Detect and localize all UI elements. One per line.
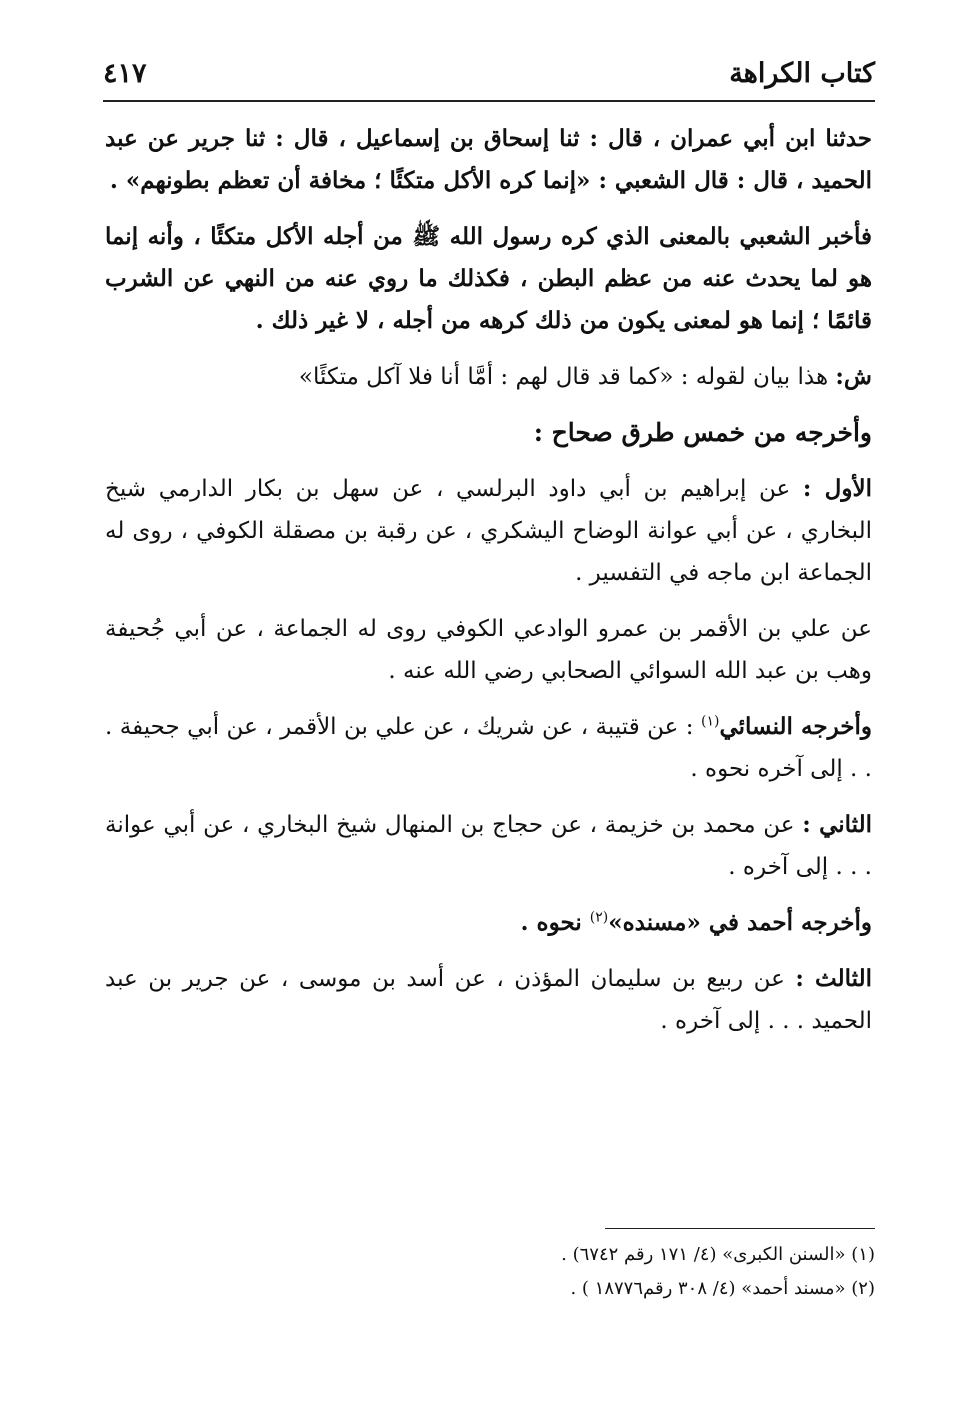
subheading-2: وأخرجه أحمد في «مسنده»$^{(٢)}$ نحوه .	[520, 909, 872, 936]
footnote-2: (٢) «مسند أحمد» (٤/ ٣٠٨ رقم١٨٧٧٦ ) .	[570, 1278, 875, 1299]
page-number: ٤١٧	[103, 58, 147, 89]
paragraph-1: حدثنا ابن أبي عمران ، قال : ثنا إسحاق بن إسماعيل ، قال : ثنا جرير عن عبد الحميد ، قال : قال الشعبي : «إنما كره الأكل متكئًا ؛ مخافة أن تعظم بطونهم» .	[105, 125, 872, 194]
paragraph-5: عن علي بن الأقمر بن عمرو الوادعي الكوفي روى له الجماعة ، عن أبي جُحيفة وهب بن عبد الله السوائي الصحابي رضي الله عنه .	[105, 616, 872, 684]
header-rule	[103, 100, 875, 102]
paragraph-6: وأخرجه النسائي$^{(١)}$ : عن قتيبة ، عن شريك ، عن علي بن الأقمر ، عن أبي جحيفة . . . إلى آخره نحوه .	[105, 713, 872, 782]
page-header	[103, 50, 875, 100]
footnote-1: (١) «السنن الكبرى» (٤/ ١٧١ رقم ٦٧٤٢) .	[561, 1244, 875, 1265]
commentary-marker: ش:	[835, 363, 872, 390]
paragraph-3: ش: هذا بيان لقوله : «كما قد قال لهم : أمَّا أنا فلا آكل متكئًا»	[298, 363, 872, 390]
footnote-ref-1: (١)	[701, 713, 720, 730]
paragraph-4: الأول : عن إبراهيم بن أبي داود البرلسي ، عن سهل بن بكار الدارمي شيخ البخاري ، عن أبي عوانة الوضاح اليشكري ، عن رقبة بن مصقلة الكوفي ، روى له الجماعة ابن ماجه في التفسير .	[105, 475, 872, 586]
footnotes	[300, 1238, 875, 1306]
footnote-rule	[605, 1228, 875, 1229]
footnote-ref-2: (٢)	[589, 909, 609, 926]
running-title: كتاب الكراهة	[729, 58, 875, 89]
page-body	[105, 118, 872, 1056]
paragraph-8: الثالث : عن ربيع بن سليمان المؤذن ، عن أسد بن موسى ، عن جرير بن عبد الحميد . . . إلى آخره .	[105, 965, 872, 1034]
paragraph-7: الثاني : عن محمد بن خزيمة ، عن حجاج بن المنهال شيخ البخاري ، عن أبي عوانة . . . إلى آخره .	[105, 811, 872, 880]
paragraph-2: فأخبر الشعبي بالمعنى الذي كره رسول الله ﷺ من أجله الأكل متكئًا ، وأنه إنما هو لما يحدث عنه من عظم البطن ، فكذلك ما روي عنه من النهي عن الشرب قائمًا ؛ إنما هو لمعنى يكون من ذلك كرهه من أجله ، لا غير ذلك .	[105, 223, 872, 334]
section-heading: وأخرجه من خمس طرق صحاح :	[533, 418, 872, 447]
